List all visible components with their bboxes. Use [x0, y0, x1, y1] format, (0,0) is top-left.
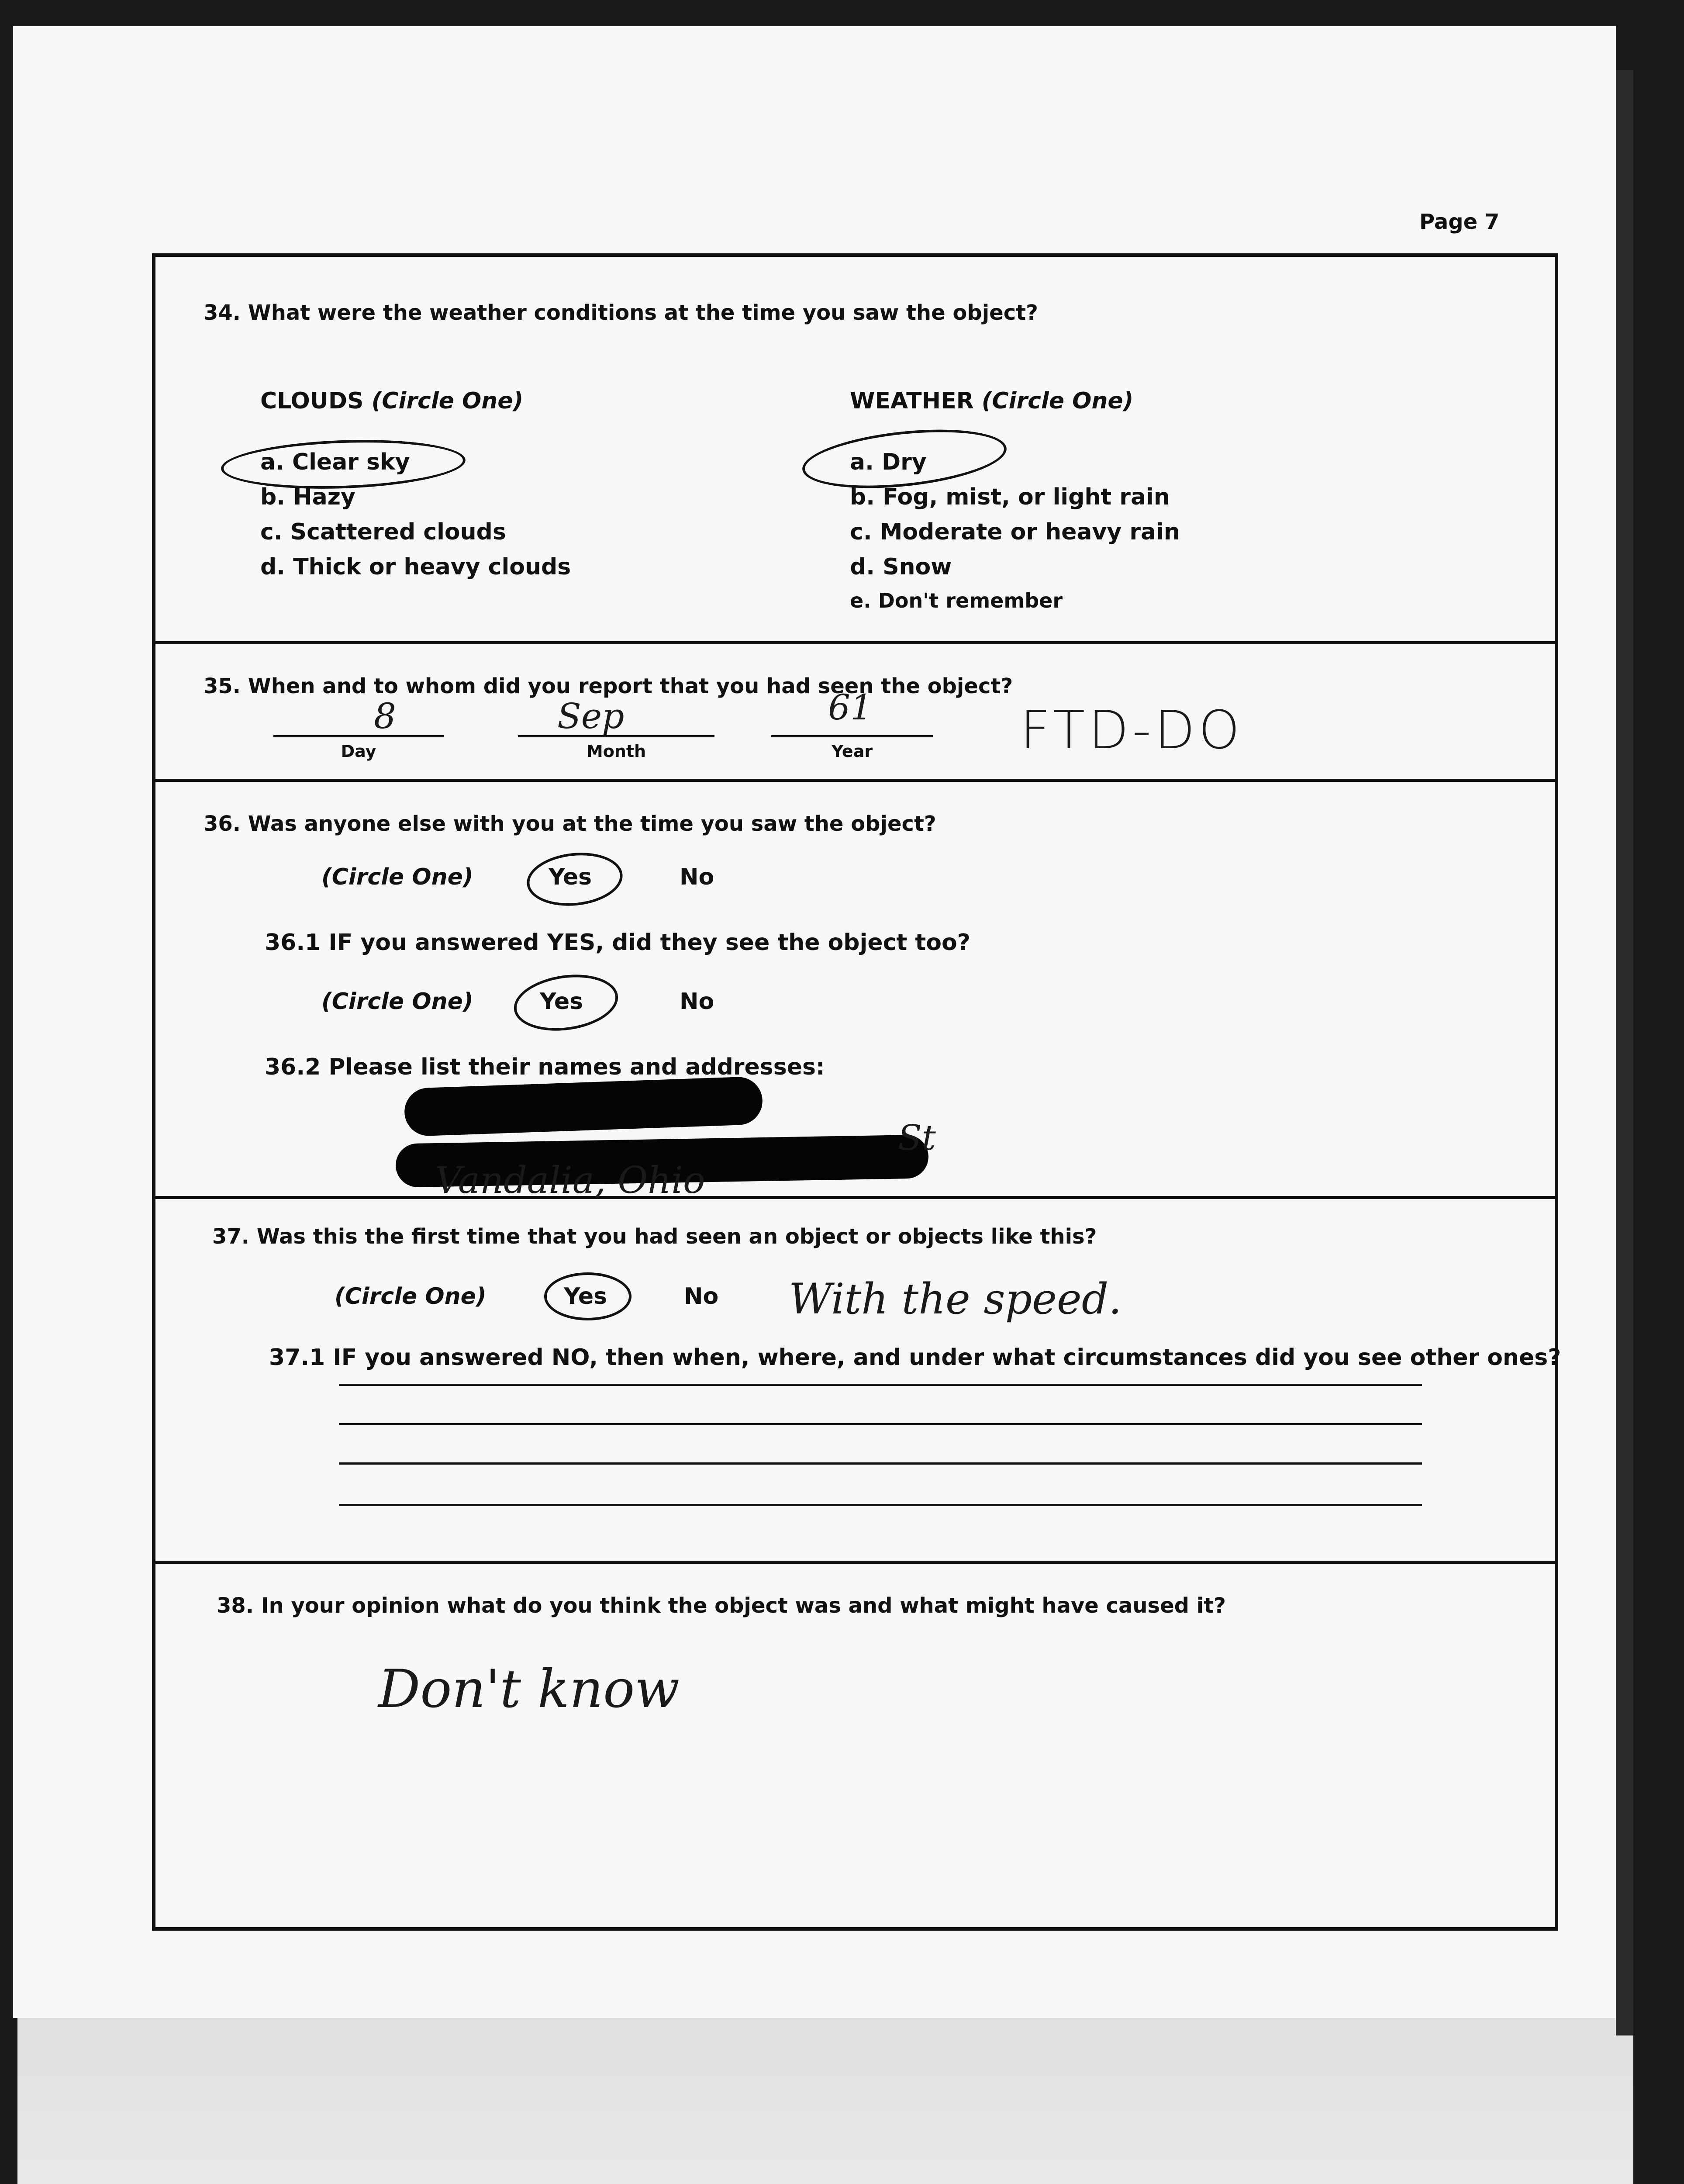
q36-1-no[interactable]: No [680, 988, 714, 1015]
q37-question: 37. Was this the first time that you had seen an object or objects like this? [212, 1224, 1097, 1249]
year-label: Year [831, 742, 873, 761]
answer-line-4 [339, 1504, 1422, 1506]
month-label: Month [586, 742, 646, 761]
weather-option-b[interactable]: b. Fog, mist, or light rain [850, 484, 1170, 510]
clouds-option-d[interactable]: d. Thick or heavy clouds [260, 554, 571, 580]
q36-1-selection-circle [510, 968, 621, 1037]
q36-selection-circle [524, 848, 625, 910]
q36-1-instruction: (Circle One) [321, 988, 473, 1015]
q36-1-question: 36.1 IF you answered YES, did they see the object too? [265, 930, 970, 956]
page-edge-shadow [1616, 70, 1633, 2035]
section-q34 [155, 257, 1555, 641]
q36-yes[interactable]: Yes [549, 864, 592, 890]
q37-selection-circle [544, 1272, 632, 1320]
clouds-option-a[interactable]: a. Clear sky [260, 449, 410, 475]
answer-line-2 [339, 1423, 1422, 1425]
month-line [518, 735, 714, 737]
redaction-name [404, 1076, 763, 1137]
q35-question: 35. When and to whom did you report that you had seen the object? [204, 674, 1013, 698]
weather-option-c[interactable]: c. Moderate or heavy rain [850, 519, 1180, 545]
section-q35 [155, 643, 1555, 779]
q37-note: With the speed. [789, 1275, 1122, 1324]
section-q38 [155, 1563, 1555, 1930]
weather-option-a[interactable]: a. Dry [850, 449, 927, 475]
q34-question: 34. What were the weather conditions at the time you saw the object? [204, 301, 1038, 325]
day-label: Day [341, 742, 376, 761]
weather-option-e[interactable]: e. Don't remember [850, 589, 1063, 612]
q36-instruction: (Circle One) [321, 864, 473, 890]
q37-instruction: (Circle One) [335, 1283, 487, 1310]
form-page [13, 26, 1616, 2018]
q36-no[interactable]: No [680, 864, 714, 890]
q37-1-question: 37.1 IF you answered NO, then when, where, and under what circumstances did you see other ones? [269, 1344, 1561, 1371]
q36-question: 36. Was anyone else with you at the time you saw the object? [204, 812, 936, 836]
q38-question: 38. In your opinion what do you think the object was and what might have caused it? [217, 1593, 1226, 1618]
clouds-option-c[interactable]: c. Scattered clouds [260, 519, 506, 545]
day-value: 8 [374, 696, 396, 736]
q36-2-question: 36.2 Please list their names and addresses: [265, 1054, 825, 1080]
section-q37 [155, 1198, 1561, 1561]
answer-line-3 [339, 1462, 1422, 1465]
q36-1-yes[interactable]: Yes [540, 988, 583, 1015]
page-number: Page 7 [1419, 210, 1500, 234]
questionnaire-box [152, 253, 1561, 1931]
q37-no[interactable]: No [684, 1283, 719, 1310]
year-line [771, 735, 933, 737]
weather-option-d[interactable]: d. Snow [850, 554, 952, 580]
clouds-option-b[interactable]: b. Hazy [260, 484, 355, 510]
q37-yes[interactable]: Yes [564, 1283, 607, 1310]
reported-to: FTD-DO [1020, 700, 1243, 761]
q38-answer: Don't know [378, 1659, 680, 1720]
day-line [273, 735, 444, 737]
year-value: 61 [828, 687, 873, 728]
section-q36 [155, 781, 1555, 1200]
weather-header: WEATHER (Circle One) [850, 388, 1134, 414]
answer-line-1 [339, 1384, 1422, 1386]
month-value: Sep [557, 696, 625, 736]
clouds-selection-circle [220, 436, 466, 492]
address-city: Vandalia, Ohio [435, 1159, 705, 1202]
address-street-suffix: St [898, 1117, 936, 1158]
clouds-header: CLOUDS (Circle One) [260, 388, 524, 414]
